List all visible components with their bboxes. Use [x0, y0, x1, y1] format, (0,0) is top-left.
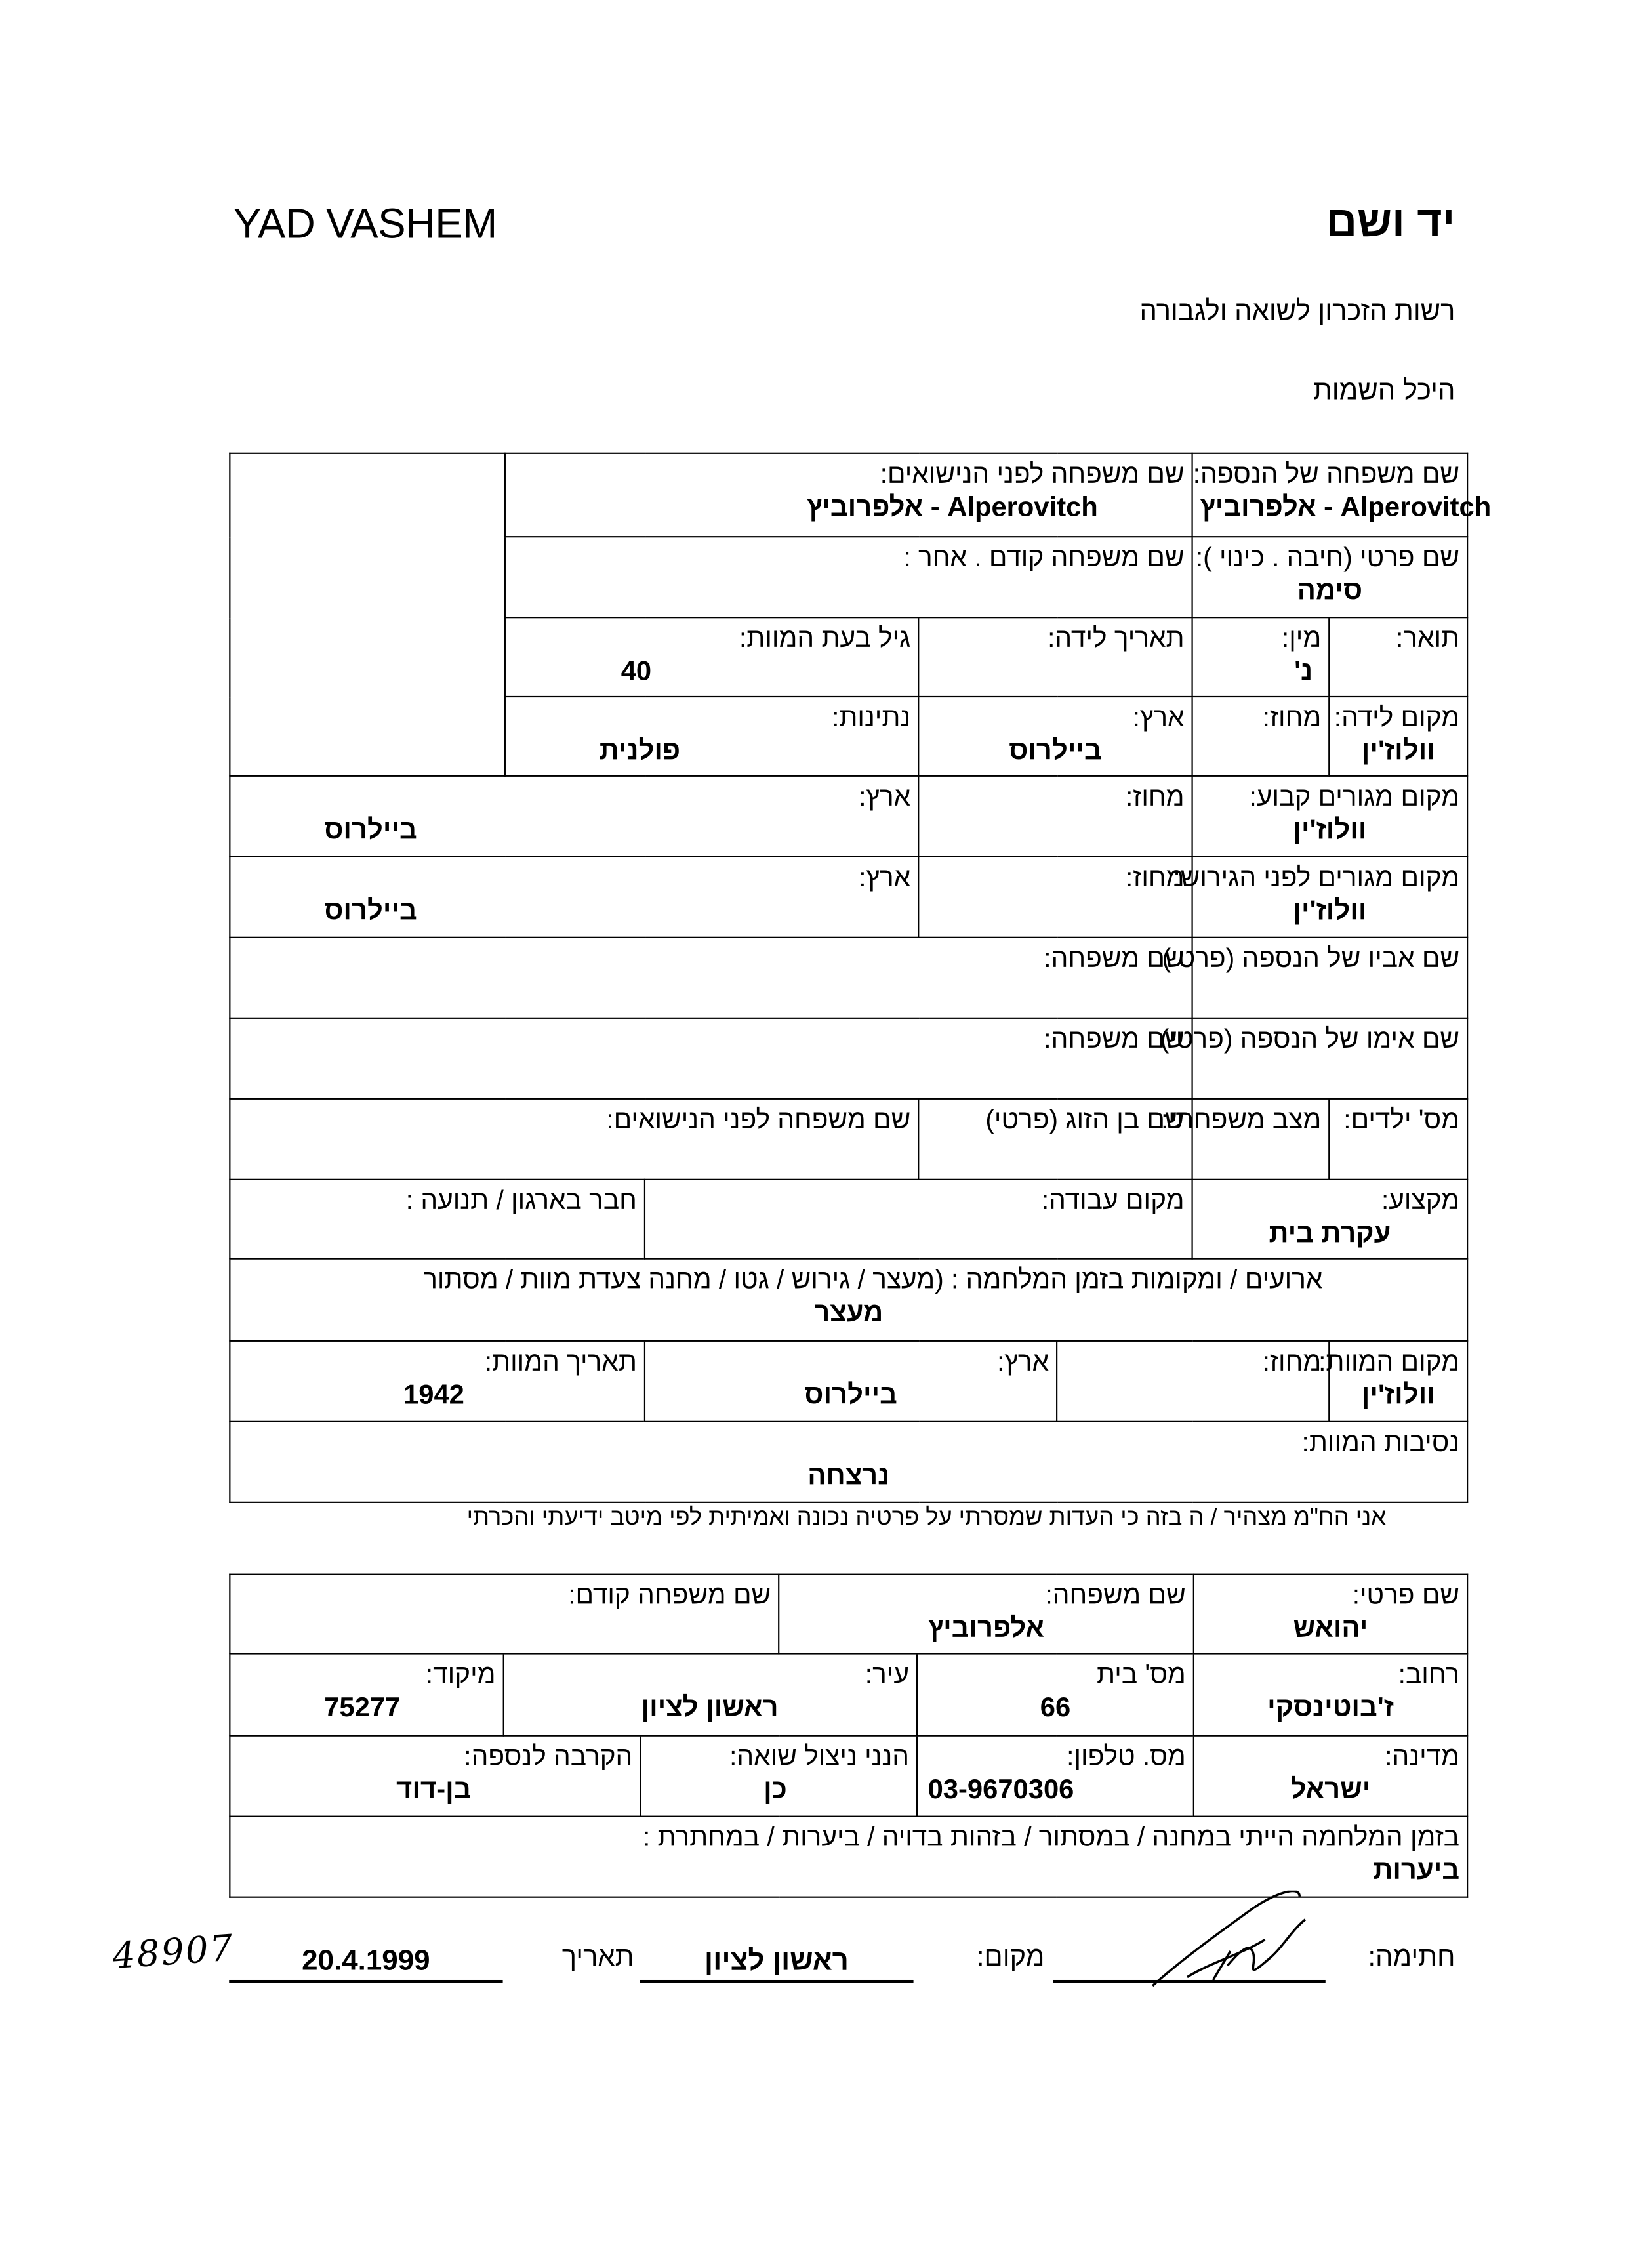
- zip-label: מיקוד:: [425, 1659, 496, 1689]
- birth-place-cell: [1329, 697, 1467, 776]
- victim-surname-label: שם משפחה של הנספה:: [1192, 458, 1460, 489]
- death-circumstances-value: נרצחה: [807, 1461, 890, 1492]
- submitter-prev-surname-cell: [230, 1575, 779, 1654]
- prewar-district-cell: [918, 857, 1192, 938]
- handwritten-number: 48907: [111, 1926, 235, 1977]
- house-number-value: 66: [1040, 1693, 1071, 1724]
- profession-cell: [1192, 1180, 1468, 1259]
- submitter-details-table: [229, 1574, 1468, 1898]
- death-circumstances-label: נסיבות המוות:: [1301, 1426, 1460, 1457]
- victim-first-name-value: סימה: [1297, 576, 1363, 607]
- wartime-location-cell: [230, 1817, 1467, 1897]
- victim-age-value: 40: [621, 657, 652, 688]
- organization-cell: [230, 1180, 645, 1259]
- signature-row: [0, 1920, 1628, 2006]
- victim-gender-value: נ': [1294, 657, 1313, 688]
- birth-country-cell: [918, 697, 1192, 776]
- spouse-name-cell: [918, 1099, 1192, 1180]
- country-value: ישראל: [1290, 1775, 1371, 1806]
- submitter-first-name-cell: [1194, 1575, 1467, 1654]
- spouse-name-label: שם בן הזוג (פרטי): [985, 1103, 1185, 1134]
- victim-surname-value: אלפרוביץ - Alperovitch: [1200, 493, 1492, 524]
- residence-district-label: מחוז:: [1125, 781, 1185, 812]
- residence-country-cell: [230, 776, 918, 857]
- wartime-events-value: מעצר: [814, 1298, 884, 1329]
- street-label: רחוב:: [1398, 1659, 1460, 1689]
- prewar-country-label: ארץ:: [859, 861, 911, 892]
- victim-birth-date-label: תאריך לידה:: [1048, 622, 1185, 653]
- nationality-value: פולנית: [599, 736, 681, 767]
- mother-name-label: שם אימו של הנספה (פרטי): [1160, 1023, 1460, 1054]
- wartime-events-label: ארועים / ומקומות בזמן המלחמה : (מעצר / גירוש / גטו / מחנה צעדת מוות / מסתור: [423, 1264, 1323, 1294]
- victim-prev-surname-label: שם משפחה קודם . אחר :: [903, 541, 1185, 573]
- profession-value: עקרת בית: [1269, 1219, 1391, 1250]
- victim-prev-surname-cell: [505, 537, 1192, 617]
- victim-first-name-cell: [1192, 537, 1468, 617]
- birth-country-label: ארץ:: [1132, 701, 1185, 732]
- city-label: עיר:: [865, 1659, 910, 1689]
- house-number-label: מס' בית: [1097, 1659, 1186, 1689]
- city-cell: [504, 1653, 917, 1735]
- residence-country-value: ביילרוס: [324, 815, 417, 846]
- country-cell: [1194, 1736, 1467, 1817]
- marital-status-label: מצב משפחתי:: [1160, 1103, 1322, 1134]
- date-line: [229, 1980, 502, 1983]
- relation-label: הקרבה לנספה:: [464, 1741, 633, 1771]
- death-date-cell: [230, 1341, 645, 1422]
- date-label: תאריך: [561, 1942, 634, 1973]
- victim-surname-cell: [1192, 453, 1492, 537]
- children-count-label: מס' ילדים:: [1343, 1103, 1460, 1134]
- victim-age-cell: [505, 617, 918, 697]
- victim-details-table: [229, 453, 1492, 1503]
- photo-box: [230, 453, 505, 776]
- place-line: [640, 1980, 913, 1983]
- submitter-prev-surname-label: שם משפחה קודם:: [568, 1579, 771, 1610]
- wartime-events-cell: [230, 1259, 1467, 1341]
- header-title-hebrew: יד ושם: [1326, 199, 1455, 247]
- victim-gender-cell: [1192, 617, 1330, 697]
- submitter-surname-cell: [779, 1575, 1194, 1654]
- death-date-label: תאריך המוות:: [484, 1346, 637, 1376]
- birth-place-value: וולוז'ין: [1361, 736, 1435, 767]
- street-cell: [1194, 1653, 1467, 1735]
- zip-cell: [230, 1653, 503, 1735]
- victim-maiden-cell: [505, 453, 1192, 537]
- father-name-cell: [1162, 938, 1468, 1018]
- victim-title-label: תואר:: [1395, 622, 1460, 653]
- residence-label: מקום מגורים קבוע:: [1249, 781, 1460, 812]
- birth-district-cell: [1192, 697, 1330, 776]
- victim-first-name-label: שם פרטי (חיבה . כינוי ):: [1195, 541, 1460, 573]
- submitter-first-name-label: שם פרטי:: [1352, 1579, 1460, 1610]
- house-number-cell: [917, 1653, 1194, 1735]
- prewar-residence-value: וולוז'ין: [1293, 896, 1367, 927]
- death-place-cell: [1318, 1341, 1467, 1422]
- mother-surname-label: שם משפחה:: [1044, 1023, 1185, 1054]
- submitter-surname-value: אלפרוביץ: [928, 1614, 1044, 1645]
- phone-label: מס. טלפון:: [1067, 1741, 1186, 1771]
- birth-country-value: ביילרוס: [1009, 736, 1102, 767]
- death-district-cell: [1057, 1341, 1329, 1422]
- mother-surname-cell: [230, 1018, 1192, 1099]
- relation-cell: [230, 1736, 640, 1817]
- victim-maiden-label: שם משפחה לפני הנישואים:: [880, 458, 1185, 489]
- organization-label: חבר בארגון / תנועה :: [405, 1184, 637, 1215]
- birth-place-label: מקום לידה:: [1333, 701, 1460, 732]
- survivor-value: כן: [763, 1775, 787, 1806]
- prewar-country-cell: [230, 857, 918, 938]
- prewar-residence-cell: [1173, 857, 1468, 938]
- victim-birth-date-cell: [918, 617, 1192, 697]
- father-surname-cell: [230, 938, 1192, 1018]
- profession-label: מקצוע:: [1381, 1184, 1460, 1215]
- death-country-value: ביילרוס: [804, 1380, 897, 1411]
- handwritten-signature-icon: [1138, 1891, 1326, 2006]
- prewar-district-label: מחוז:: [1125, 861, 1185, 892]
- nationality-cell: [505, 697, 918, 776]
- header-subtitle: רשות הזכרון לשואה ולגבורה: [1139, 297, 1455, 327]
- signature-label: חתימה:: [1368, 1942, 1455, 1973]
- residence-country-label: ארץ:: [859, 781, 911, 812]
- wartime-location-value: ביערות: [1373, 1856, 1460, 1887]
- death-country-cell: [645, 1341, 1057, 1422]
- wartime-location-label: בזמן המלחמה הייתי במחנה / במסתור / בזהות בדויה / ביערות / במחתרת :: [642, 1821, 1460, 1852]
- children-count-cell: [1329, 1099, 1467, 1180]
- country-label: מדינה:: [1385, 1741, 1460, 1771]
- date-value: 20.4.1999: [302, 1945, 430, 1977]
- place-value: ראשון לציון: [704, 1945, 849, 1977]
- victim-age-label: גיל בעת המוות:: [739, 622, 911, 653]
- workplace-label: מקום עבודה:: [1041, 1184, 1185, 1215]
- victim-gender-label: מין:: [1281, 622, 1322, 653]
- header-hall-of-names: היכל השמות: [1313, 376, 1455, 407]
- father-name-label: שם אביו של הנספה (פרטי): [1162, 942, 1460, 973]
- prewar-residence-label: מקום מגורים לפני הגירוש:: [1173, 861, 1460, 892]
- spouse-maiden-label: שם משפחה לפני הנישואים:: [606, 1103, 911, 1134]
- declaration-text: אני הח"מ מצהיר / ה בזה כי העדות שמסרתי על פרטיה נכונה ואמיתית לפי מיטב ידיעתי והכרתי: [466, 1504, 1387, 1531]
- submitter-first-name-value: יהואש: [1293, 1614, 1368, 1645]
- mother-name-cell: [1160, 1018, 1468, 1099]
- residence-district-cell: [918, 776, 1192, 857]
- death-circumstances-cell: [230, 1422, 1467, 1502]
- birth-district-label: מחוז:: [1262, 701, 1322, 732]
- residence-value: וולוז'ין: [1293, 815, 1367, 846]
- victim-maiden-value: אלפרוביץ - Alperovitch: [807, 493, 1098, 524]
- city-value: ראשון לציון: [641, 1693, 779, 1724]
- death-place-label: מקום המוות:: [1318, 1346, 1460, 1376]
- place-label: מקום:: [976, 1942, 1045, 1973]
- survivor-cell: [640, 1736, 917, 1817]
- header-title-english: YAD VASHEM: [233, 201, 497, 248]
- zip-value: 75277: [324, 1693, 401, 1724]
- death-place-value: וולוז'ין: [1361, 1380, 1435, 1411]
- street-value: ז'בוטינסקי: [1267, 1693, 1394, 1724]
- father-surname-label: שם משפחה:: [1044, 942, 1185, 973]
- survivor-label: הנני ניצול שואה:: [729, 1741, 910, 1771]
- phone-value: 03-9670306: [927, 1775, 1074, 1806]
- residence-cell: [1192, 776, 1468, 857]
- victim-title-cell: [1329, 617, 1467, 697]
- nationality-label: נתינות:: [832, 701, 911, 732]
- death-country-label: ארץ:: [997, 1346, 1049, 1376]
- marital-status-cell: [1160, 1099, 1330, 1180]
- spouse-maiden-cell: [230, 1099, 918, 1180]
- death-date-value: 1942: [403, 1380, 464, 1411]
- workplace-cell: [645, 1180, 1192, 1259]
- relation-value: בן-דוד: [396, 1775, 472, 1806]
- phone-cell: [917, 1736, 1194, 1817]
- submitter-surname-label: שם משפחה:: [1045, 1579, 1186, 1610]
- death-district-label: מחוז:: [1262, 1346, 1322, 1376]
- prewar-country-value: ביילרוס: [324, 896, 417, 927]
